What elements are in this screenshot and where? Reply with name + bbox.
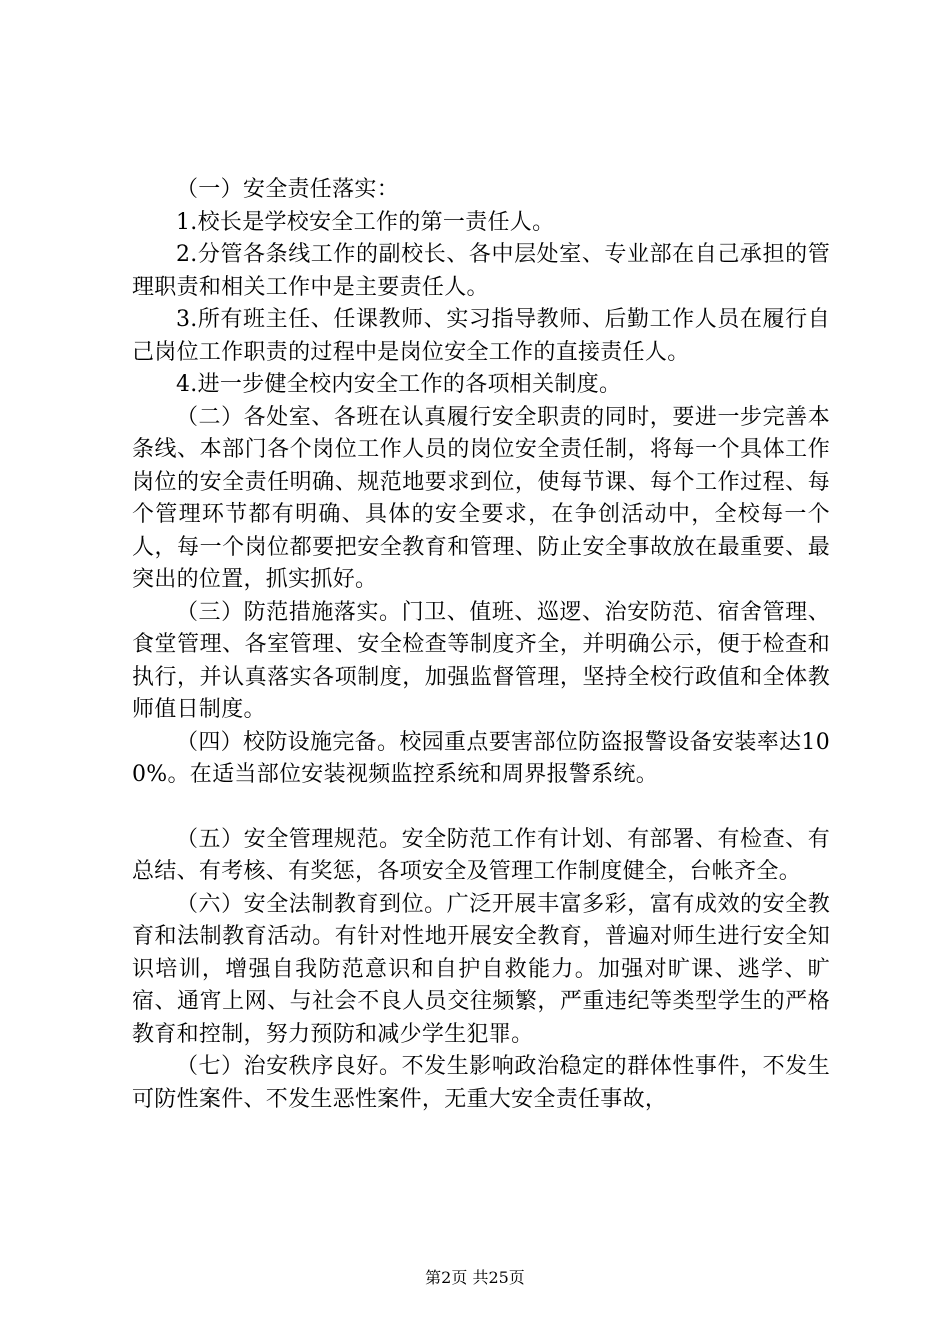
paragraph-item-1: 1.校长是学校安全工作的第一责任人。	[176, 209, 555, 235]
paragraph-safety-responsibility-heading: （一）安全责任落实：	[176, 177, 400, 202]
paragraph-item-3: 3.所有班主任、任课教师、实习指导教师、后勤工作人员在履行自己岗位工作职责的过程中是岗位安全工作的直接责任人。	[132, 307, 830, 365]
paragraph-section-4: （四）校防设施完备。校园重点要害部位防盗报警设备安装率达100%。在适当部位安装视频监控系统和周界报警系统。	[132, 729, 830, 787]
paragraph-section-5: （五）安全管理规范。安全防范工作有计划、有部署、有检查、有总结、有考核、有奖惩，各项安全及管理工作制度健全，台帐齐全。	[132, 826, 830, 884]
paragraph-item-2: 2.分管各条线工作的副校长、各中层处室、专业部在自己承担的管理职责和相关工作中是主要责任人。	[132, 242, 830, 300]
page-number-footer: 第2页 共25页	[425, 1268, 525, 1287]
paragraph-item-4: 4.进一步健全校内安全工作的各项相关制度。	[176, 372, 622, 397]
paragraph-section-2: （二）各处室、各班在认真履行安全职责的同时，要进一步完善本条线、本部门各个岗位工作人员的岗位安全责任制，将每一个具体工作岗位的安全责任明确、规范地要求到位，使每节课、每个工作过程、每个管理环节都有明确、具体的安全要求，在争创活动中，全校每一个人，每一个岗位都要把安全教育和管理、防止安全事故放在最重要、最突出的位置，抓实抓好。	[132, 404, 830, 592]
paragraph-section-6: （六）安全法制教育到位。广泛开展丰富多彩，富有成效的安全教育和法制教育活动。有针对性地开展安全教育，普遍对师生进行安全知识培训，增强自我防范意识和自护自救能力。加强对旷课、逃学、旷宿、通宵上网、与社会不良人员交往频繁，严重违纪等类型学生的严格教育和控制，努力预防和减少学生犯罪。	[132, 891, 830, 1047]
paragraph-section-3: （三）防范措施落实。门卫、值班、巡逻、治安防范、宿舍管理、食堂管理、各室管理、安全检查等制度齐全，并明确公示，便于检查和执行，并认真落实各项制度，加强监督管理，坚持全校行政值和全体教师值日制度。	[132, 599, 830, 722]
paragraph-section-7: （七）治安秩序良好。不发生影响政治稳定的群体性事件，不发生可防性案件、不发生恶性案件，无重大安全责任事故，	[132, 1054, 830, 1112]
document-body	[132, 174, 830, 1116]
